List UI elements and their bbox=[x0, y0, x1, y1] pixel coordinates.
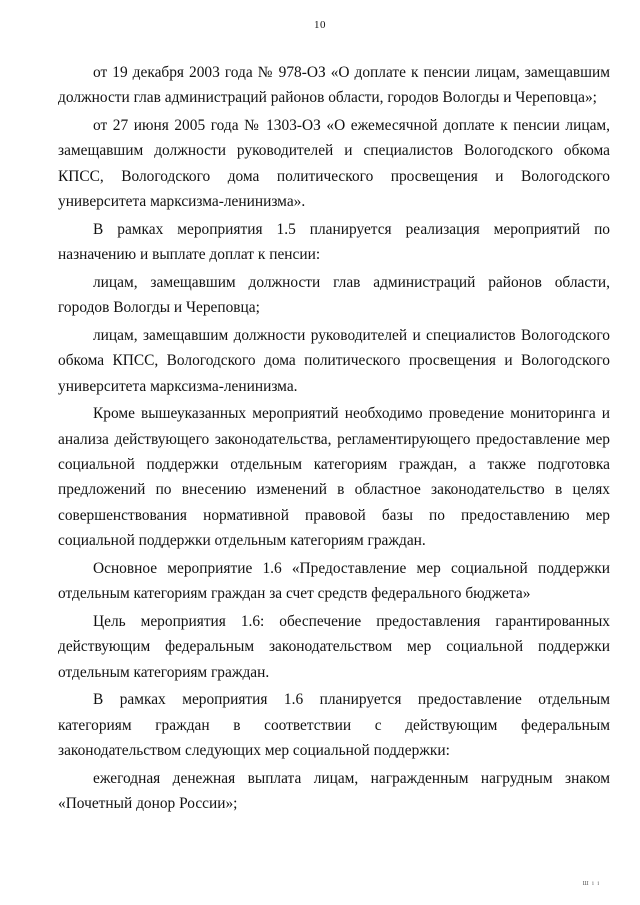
paragraph-law-978: от 19 декабря 2003 года № 978-ОЗ «О доплате к пенсии лицам, замещавшим должности глав администраций районов области, городов Вологды и Череповца»; bbox=[58, 64, 610, 107]
paragraph-monitoring: Кроме вышеуказанных мероприятий необходимо проведение мониторинга и анализа действующего законодательства, регламентирующего предоставление мер социальной поддержки отдельным категориям граждан, а также подготовка предложений по внесению изменений в областное законодательство в целях совершенствования нормативной правовой базы по предоставлению мер социальной поддержки отдельным категориям граждан. bbox=[58, 405, 610, 550]
paragraph-measure-1-6-goal: Цель мероприятия 1.6: обеспечение предоставления гарантированных действующим федеральным законодательством мер социальной поддержки отдельным категориям граждан. bbox=[58, 612, 610, 681]
paragraph-measure-1-5: В рамках мероприятия 1.5 планируется реализация мероприятий по назначению и выплате доплат к пенсии: bbox=[58, 220, 610, 264]
paragraph-measure-1-6-title: Основное мероприятие 1.6 «Предоставление мер социальной поддержки отдельным категориям граждан за счет средств федерального бюджета» bbox=[58, 559, 610, 603]
paragraph-law-1303: от 27 июня 2005 года № 1303-ОЗ «О ежемесячной доплате к пенсии лицам, замещавшим должности руководителей и специалистов Вологодского обкома КПСС, Вологодского дома политического просвещения и Вологодского университета марксизма-ленинизма». bbox=[58, 117, 610, 211]
paragraph-cpsu-specialists: лицам, замещавшим должности руководителей и специалистов Вологодского обкома КПСС, Вологодского дома политического просвещения и Вологодского университета марксизма-ленинизма. bbox=[58, 326, 610, 395]
footer-mark: Ш і і bbox=[582, 881, 600, 887]
page-number: 10 bbox=[314, 19, 326, 31]
paragraph-donor-payment: ежегодная денежная выплата лицам, награжденным нагрудным знаком «Почетный донор России»; bbox=[58, 769, 610, 813]
paragraph-measure-1-6-plan: В рамках мероприятия 1.6 планируется предоставление отдельным категориям граждан в соответствии с действующим федеральным законодательством следующих мер социальной поддержки: bbox=[58, 691, 610, 760]
paragraph-heads-of-administrations: лицам, замещавшим должности глав администраций районов области, городов Вологды и Череповца; bbox=[58, 273, 610, 317]
document-body bbox=[58, 60, 610, 819]
